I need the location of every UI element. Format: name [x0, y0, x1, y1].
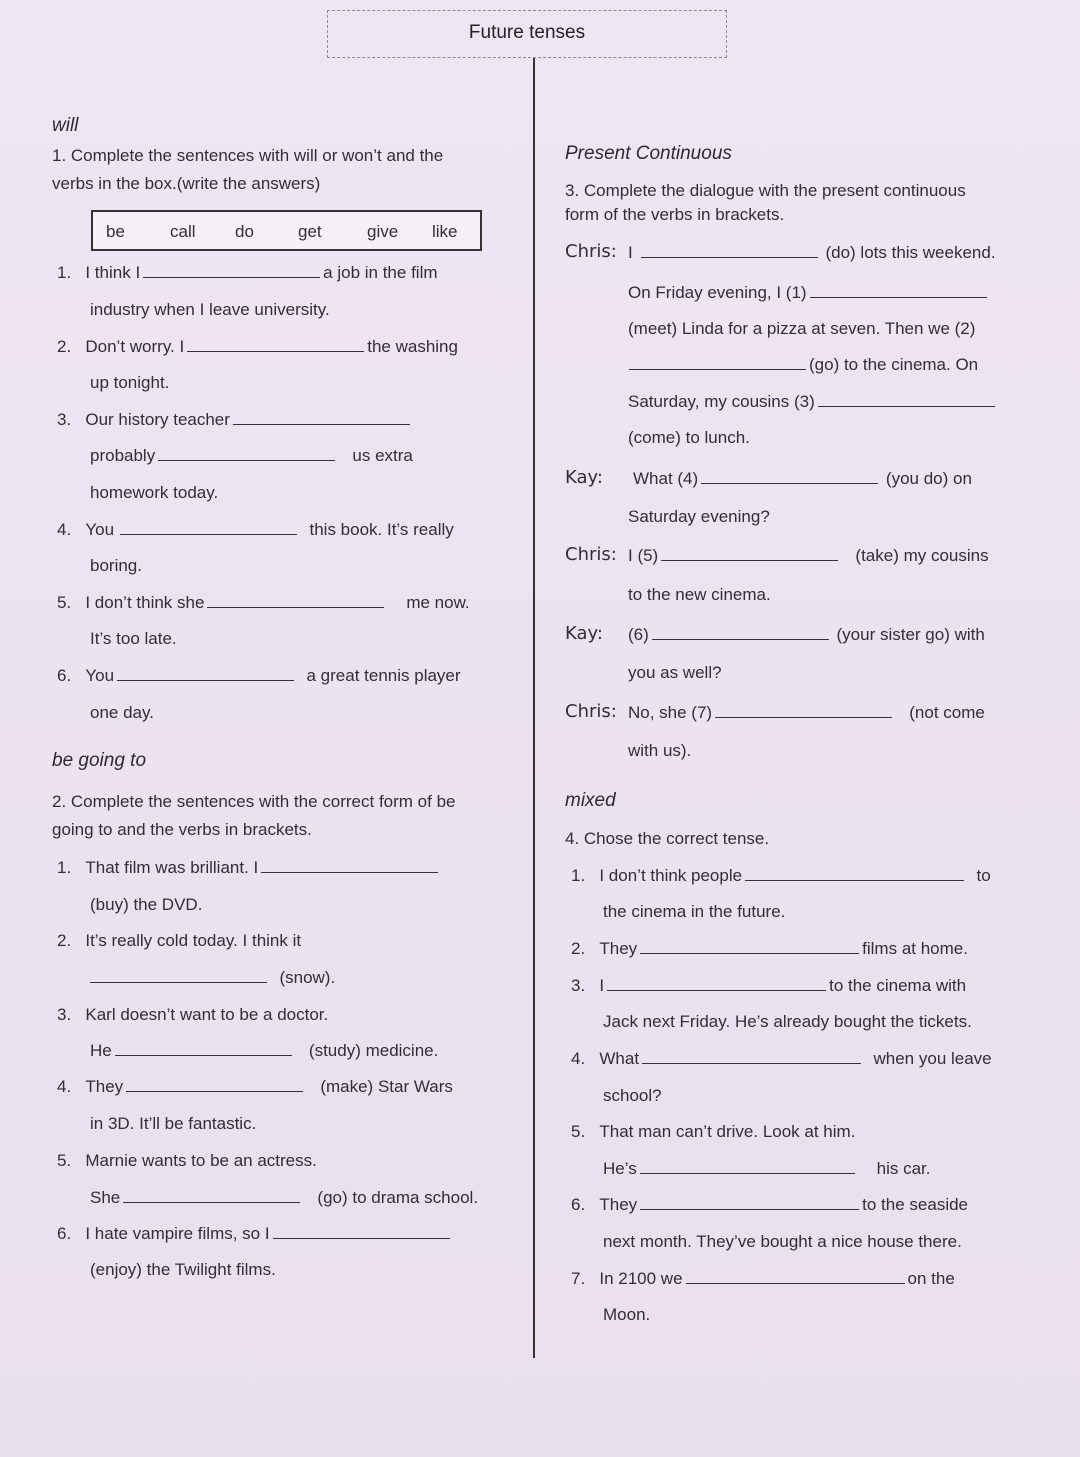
dialogue-line-5: Saturday, my cousins (3) [628, 392, 998, 412]
verb-like: like [432, 222, 458, 241]
dialogue-line-13: No, she (7) (not come [628, 703, 985, 722]
going-item-2-cont: (snow). [87, 968, 335, 988]
answer-blank[interactable] [117, 666, 294, 681]
will-item-6: 6. You a great tennis player [57, 666, 461, 685]
answer-blank[interactable] [115, 1041, 292, 1056]
dialogue-line-8: Saturday evening? [628, 507, 770, 526]
answer-blank[interactable] [810, 283, 987, 298]
going-item-6-cont: (enjoy) the Twilight films. [90, 1260, 276, 1279]
answer-blank[interactable] [187, 337, 364, 352]
dialogue-line-6: (come) to lunch. [628, 428, 750, 447]
answer-blank[interactable] [661, 546, 838, 561]
column-divider [533, 58, 535, 1358]
instruction-4: 4. Chose the correct tense. [565, 829, 770, 848]
dialogue-line-4: (go) to the cinema. On [626, 355, 978, 375]
answer-blank[interactable] [120, 520, 297, 535]
page-title: Future tenses [327, 10, 727, 58]
dialogue-line-3: (meet) Linda for a pizza at seven. Then we (2) [628, 319, 976, 338]
mixed-item-1-cont: the cinema in the future. [603, 902, 786, 921]
answer-blank[interactable] [652, 625, 829, 640]
going-item-4: 4. They (make) Star Wars [57, 1077, 453, 1096]
will-item-6-cont: one day. [90, 703, 154, 722]
heading-present-continuous: Present Continuous [565, 143, 732, 164]
mixed-item-7: 7. In 2100 we on the [571, 1269, 955, 1288]
answer-blank[interactable] [686, 1269, 905, 1284]
going-item-3: 3. Karl doesn’t want to be a doctor. [57, 1005, 329, 1024]
mixed-item-4-cont: school? [603, 1086, 662, 1105]
will-item-1-cont: industry when I leave university. [90, 300, 330, 319]
instruction-2-line1: 2. Complete the sentences with the correct form of be [52, 792, 456, 811]
going-item-5: 5. Marnie wants to be an actress. [57, 1151, 317, 1170]
going-item-5-cont: She (go) to drama school. [90, 1188, 479, 1207]
instruction-3-line2: form of the verbs in brackets. [565, 205, 785, 224]
will-item-2: 2. Don’t worry. I the washing [57, 337, 458, 356]
verb-do: do [235, 222, 254, 241]
answer-blank[interactable] [261, 858, 438, 873]
verb-give: give [367, 222, 399, 241]
will-item-4: 4. You this book. It’s really [57, 520, 454, 539]
answer-blank[interactable] [233, 410, 410, 425]
answer-blank[interactable] [158, 446, 335, 461]
answer-blank[interactable] [642, 1049, 861, 1064]
answer-blank[interactable] [126, 1077, 303, 1092]
answer-blank[interactable] [273, 1224, 450, 1239]
mixed-item-3: 3. I to the cinema with [571, 976, 967, 995]
will-item-3-cont2: homework today. [90, 483, 219, 502]
heading-be-going-to: be going to [52, 750, 147, 771]
speaker-kay: Kay: [565, 623, 603, 644]
will-item-5-cont: It’s too late. [90, 629, 177, 648]
instruction-2-line2: going to and the verbs in brackets. [52, 820, 312, 839]
answer-blank[interactable] [90, 968, 267, 983]
heading-will: will [52, 115, 79, 136]
mixed-item-1: 1. I don’t think people to [571, 866, 991, 885]
will-item-2-cont: up tonight. [90, 373, 170, 392]
going-item-1: 1. That film was brilliant. I [57, 858, 441, 878]
mixed-item-7-cont: Moon. [603, 1305, 651, 1324]
will-item-5: 5. I don’t think she me now. [57, 593, 470, 612]
mixed-item-6: 6. They to the seaside [571, 1195, 969, 1214]
mixed-item-6-cont: next month. They’ve bought a nice house there. [603, 1232, 962, 1251]
answer-blank[interactable] [640, 939, 859, 954]
answer-blank[interactable] [745, 866, 964, 881]
mixed-item-4: 4. What when you leave [571, 1049, 992, 1068]
going-item-6: 6. I hate vampire films, so I [57, 1224, 453, 1244]
will-item-4-cont: boring. [90, 556, 142, 575]
dialogue-line-2: On Friday evening, I (1) [628, 283, 990, 303]
speaker-chris: Chris: [565, 544, 617, 565]
answer-blank[interactable] [207, 593, 384, 608]
answer-blank[interactable] [818, 392, 995, 407]
answer-blank[interactable] [641, 243, 818, 258]
mixed-item-5: 5. That man can’t drive. Look at him. [571, 1122, 856, 1141]
dialogue-line-12: you as well? [628, 663, 722, 682]
mixed-item-5-cont: He’s his car. [603, 1159, 931, 1178]
instruction-1-line1: 1. Complete the sentences with will or won’t and the [52, 146, 444, 165]
answer-blank[interactable] [143, 263, 320, 278]
answer-blank[interactable] [715, 703, 892, 718]
verb-get: get [298, 222, 322, 241]
dialogue-line-11: (6) (your sister go) with [628, 625, 985, 644]
going-item-4-cont: in 3D. It’ll be fantastic. [90, 1114, 257, 1133]
going-item-1-cont: (buy) the DVD. [90, 895, 203, 914]
speaker-kay: Kay: [565, 467, 603, 488]
will-item-3: 3. Our history teacher [57, 410, 413, 430]
dialogue-line-7: What (4) (you do) on [633, 469, 972, 488]
verb-be: be [106, 222, 125, 241]
will-item-3-cont: probably us extra [90, 446, 413, 465]
instruction-1-line2: verbs in the box.(write the answers) [52, 174, 321, 193]
dialogue-line-1: I (do) lots this weekend. [628, 243, 996, 262]
speaker-chris: Chris: [565, 701, 617, 722]
heading-mixed: mixed [565, 790, 616, 811]
answer-blank[interactable] [123, 1188, 300, 1203]
dialogue-line-9: I (5) (take) my cousins [628, 546, 989, 565]
will-item-1: 1. I think I a job in the film [57, 263, 438, 282]
mixed-item-3-cont: Jack next Friday. He’s already bought the tickets. [603, 1012, 972, 1031]
mixed-item-2: 2. They films at home. [571, 939, 968, 958]
dialogue-line-14: with us). [628, 741, 692, 760]
answer-blank[interactable] [640, 1195, 859, 1210]
verb-call: call [170, 222, 196, 241]
answer-blank[interactable] [701, 469, 878, 484]
answer-blank[interactable] [640, 1159, 855, 1174]
going-item-2: 2. It’s really cold today. I think it [57, 931, 302, 950]
speaker-chris: Chris: [565, 241, 617, 262]
dialogue-line-10: to the new cinema. [628, 585, 771, 604]
answer-blank[interactable] [629, 355, 806, 370]
answer-blank[interactable] [607, 976, 826, 991]
verb-box [91, 210, 482, 251]
going-item-3-cont: He (study) medicine. [90, 1041, 439, 1060]
instruction-3-line1: 3. Complete the dialogue with the present continuous [565, 181, 966, 200]
